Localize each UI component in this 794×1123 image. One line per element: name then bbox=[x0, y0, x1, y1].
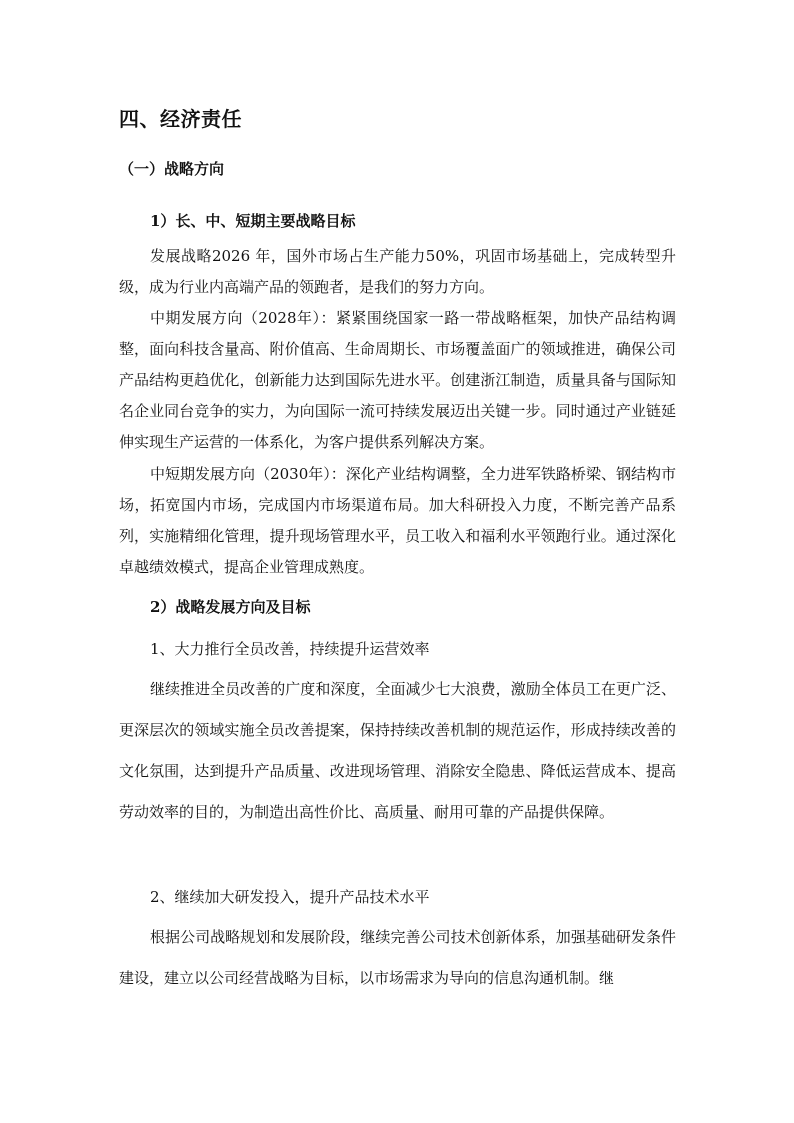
section-title: 四、经济责任 bbox=[119, 107, 242, 131]
paragraph-long-term: 发展战略2026 年，国外市场占生产能力50%，巩固市场基础上，完成转型升级，成为行业内高端产品的领跑者，是我们的努力方向。 bbox=[119, 247, 676, 296]
item1-title: 1）长、中、短期主要战略目标 bbox=[150, 212, 356, 230]
item2-title: 2）战略发展方向及目标 bbox=[150, 598, 311, 616]
point1-title: 1、大力推行全员改善，持续提升运营效率 bbox=[150, 640, 430, 658]
paragraph-point1: 继续推进全员改善的广度和深度，全面减少七大浪费，激励全体员工在更广泛、更深层次的领域实施全员改善提案，保持持续改善机制的规范运作，形成持续改善的文化氛围，达到提升产品质量、改进现场管理、消除安全隐患、降低运营成本、提高劳动效率的目的，为制造出高性价比、高质量、耐用可靠的产品提供保障。 bbox=[119, 680, 676, 821]
subsection-title: （一）战略方向 bbox=[119, 160, 225, 178]
paragraph-point2: 根据公司战略规划和发展阶段，继续完善公司技术创新体系，加强基础研发条件建设，建立以公司经营战略为目标，以市场需求为导向的信息沟通机制。继 bbox=[119, 928, 676, 987]
paragraph-mid-term: 中期发展方向（2028年）：紧紧围绕国家一路一带战略框架，加快产品结构调整，面向科技含量高、附价值高、生命周期长、市场覆盖面广的领域推进，确保公司产品结构更趋优化，创新能力达到国际先进水平。创建浙江制造，质量具备与国际知名企业同台竞争的实力，为向国际一流可持续发展迈出关键一步。同时通过产业链延伸实现生产运营的一体系化，为客户提供系列解决方案。 bbox=[119, 309, 676, 451]
point2-title: 2、继续加大研发投入，提升产品技术水平 bbox=[150, 888, 430, 906]
paragraph-short-term: 中短期发展方向（2030年）：深化产业结构调整，全力进军铁路桥梁、钢结构市场，拓宽国内市场，完成国内市场渠道布局。加大科研投入力度，不断完善产品系列，实施精细化管理，提升现场管理水平，员工收入和福利水平领跑行业。通过深化卓越绩效模式，提高企业管理成熟度。 bbox=[119, 465, 676, 576]
